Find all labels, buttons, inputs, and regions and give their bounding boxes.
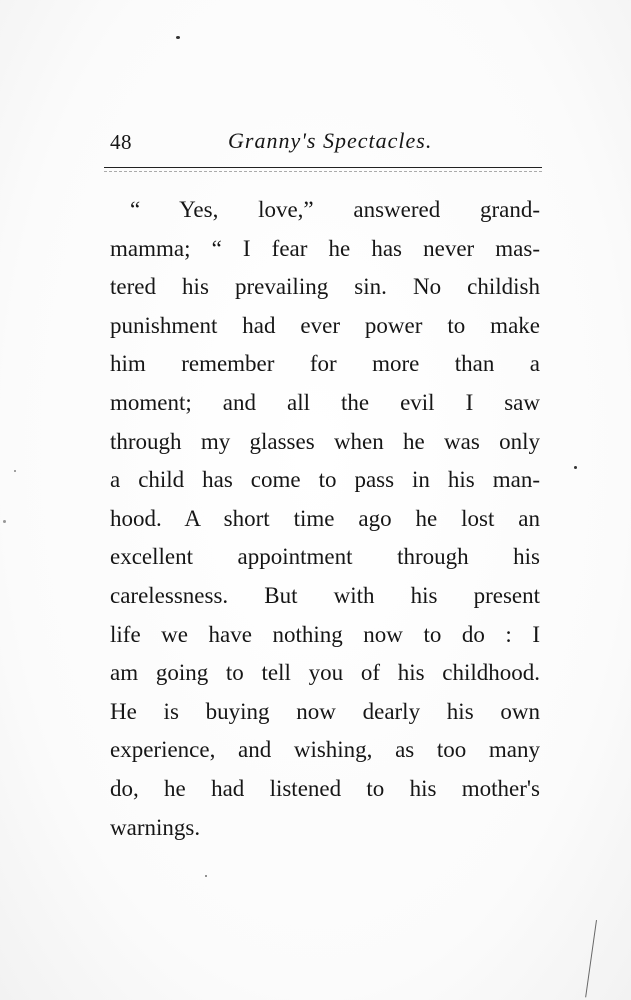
text-line: carelessness. But with his present <box>110 582 540 608</box>
text-line: excellent appointment through his <box>110 544 540 570</box>
text-line: a child has come to pass in his man- <box>110 467 540 493</box>
page-header <box>110 128 540 162</box>
scan-speck <box>14 470 16 472</box>
page-edge-mark <box>585 920 611 999</box>
text-line: hood. A short time ago he lost an <box>110 505 540 531</box>
text-line: He is buying now dearly his own <box>110 698 540 724</box>
text-line: “ Yes, love,” answered grand- <box>130 197 540 222</box>
text-line: punishment had ever power to make <box>110 312 540 338</box>
text-line: through my glasses when he was only <box>110 428 540 454</box>
text-line: experience, and wishing, as too many <box>110 737 540 763</box>
text-line: moment; and all the evil I saw <box>110 389 540 415</box>
text-line: warnings. <box>110 814 201 840</box>
text-line: mamma; “ I fear he has never mas- <box>110 235 540 261</box>
scan-speck <box>574 466 577 469</box>
text-line: tered his prevailing sin. No childish <box>110 274 540 300</box>
header-rule-shadow <box>104 171 542 172</box>
page-number: 48 <box>110 130 132 154</box>
text-line: am going to tell you of his childhood. <box>110 660 540 686</box>
header-rule <box>104 167 542 168</box>
scan-speck <box>3 520 6 523</box>
text-line: life we have nothing now to do : I <box>110 621 540 647</box>
text-line: him remember for more than a <box>110 351 540 377</box>
text-line: do, he had listened to his mother's <box>110 775 540 801</box>
scan-speck <box>176 36 180 39</box>
scan-speck <box>205 875 207 877</box>
running-title: Granny's Spectacles. <box>228 128 433 153</box>
body-text <box>110 191 540 847</box>
